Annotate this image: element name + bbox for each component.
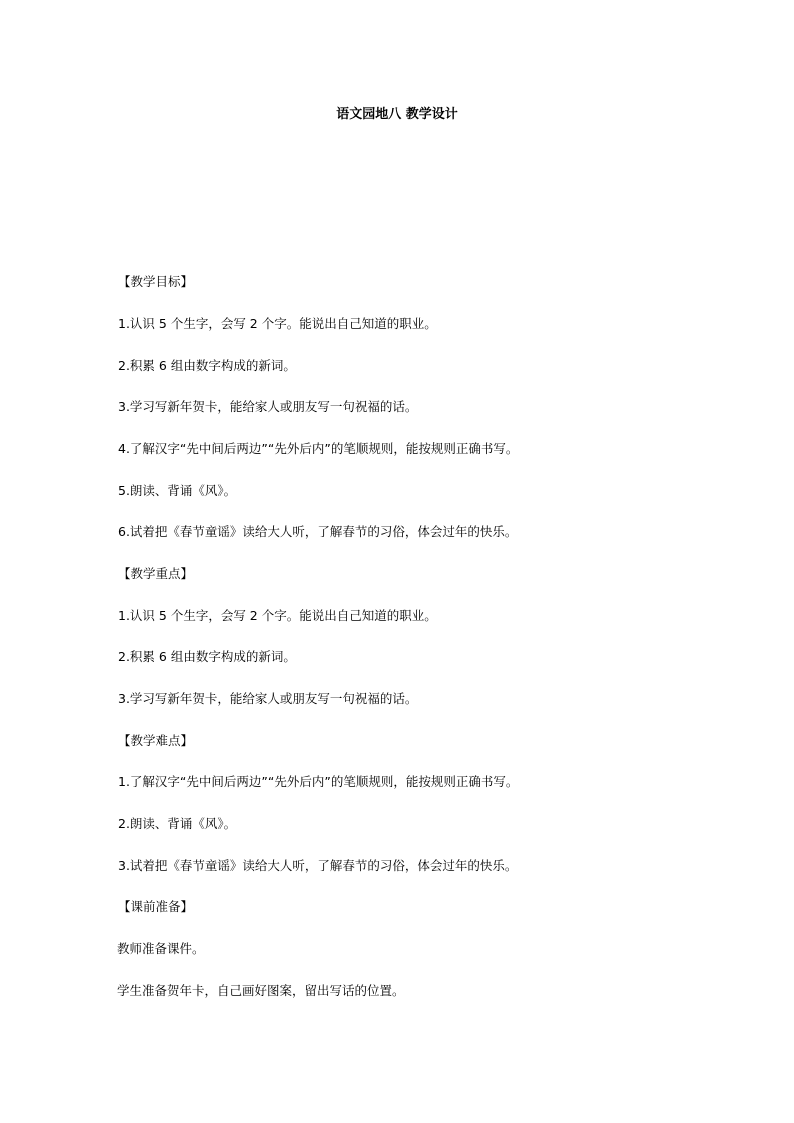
difficulty-item-1: 1.了解汉字“先中间后两边”“先外后内”的笔顺规则，能按规则正确书写。 (118, 774, 519, 789)
objective-item-2: 2.积累 6 组由数字构成的新词。 (118, 358, 296, 373)
objective-item-6: 6.试着把《春节童谣》读给大人听，了解春节的习俗，体会过年的快乐。 (118, 524, 518, 539)
difficulty-item-3: 3.试着把《春节童谣》读给大人听，了解春节的习俗，体会过年的快乐。 (118, 858, 518, 873)
section-heading-difficulties: 【教学难点】 (118, 733, 194, 748)
objective-item-1: 1.认识 5 个生字，会写 2 个字。能说出自己知道的职业。 (118, 316, 437, 331)
section-heading-preparation: 【课前准备】 (118, 899, 194, 914)
section-heading-key-points: 【教学重点】 (118, 566, 194, 581)
preparation-item-2: 学生准备贺年卡，自己画好图案，留出写话的位置。 (117, 983, 405, 998)
objective-item-3: 3.学习写新年贺卡，能给家人或朋友写一句祝福的话。 (118, 399, 418, 414)
key-point-item-3: 3.学习写新年贺卡，能给家人或朋友写一句祝福的话。 (118, 691, 418, 706)
key-point-item-1: 1.认识 5 个生字，会写 2 个字。能说出自己知道的职业。 (118, 608, 437, 623)
difficulty-item-2: 2.朗读、背诵《风》。 (118, 816, 237, 831)
key-point-item-2: 2.积累 6 组由数字构成的新词。 (118, 649, 296, 664)
preparation-item-1: 教师准备课件。 (117, 941, 205, 956)
document-title: 语文园地八 教学设计 (336, 107, 458, 122)
section-heading-objectives: 【教学目标】 (118, 274, 194, 289)
objective-item-5: 5.朗读、背诵《风》。 (118, 483, 237, 498)
objective-item-4: 4.了解汉字“先中间后两边”“先外后内”的笔顺规则，能按规则正确书写。 (118, 441, 519, 456)
